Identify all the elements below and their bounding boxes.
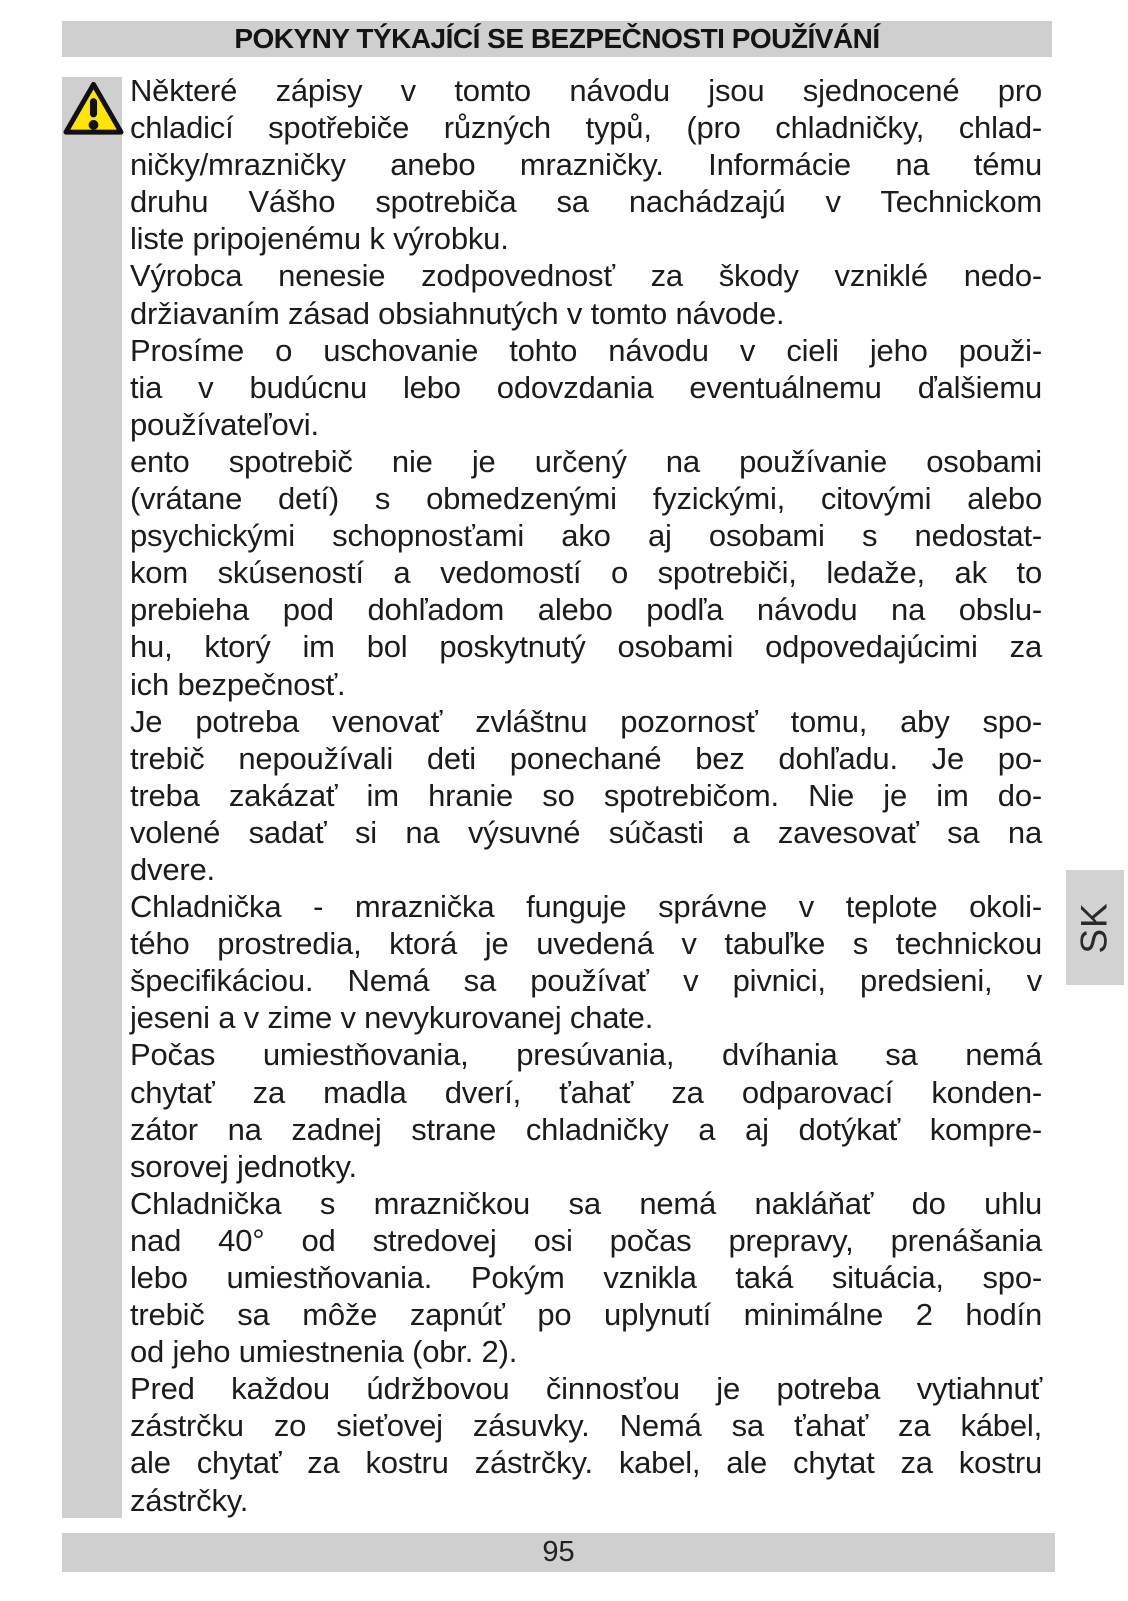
text-line: zátor na zadnej strane chladničky a aj dotýkať kompre- [130,1111,1042,1147]
body-text [130,72,1042,1519]
text-line: chladicí spotřebiče různých typů, (pro chladničky, chlad- [130,110,1042,146]
text-line: zástrčky. [130,1482,249,1518]
text-line: Výrobca nenesie zodpovednosť za škody vzniklé nedo- [130,258,1042,294]
text-line: zástrčku zo sieťovej zásuvky. Nemá sa ťahať za kábel, [130,1408,1042,1444]
text-line: špecifikáciou. Nemá sa používať v pivnici, predsieni, v [130,963,1042,999]
text-line: ento spotrebič nie je určený na používanie osobami [130,443,1042,479]
text-line: Chladnička s mrazničkou sa nemá nakláňať do uhlu [130,1185,1042,1221]
text-line: Chladnička - mraznička funguje správne v teplote okoli- [130,889,1042,925]
text-line: Pred každou údržbovou činnosťou je potreba vytiahnuť [130,1371,1042,1407]
text-line: nad 40° od stredovej osi počas prepravy, prenášania [130,1222,1042,1258]
text-line: hu, ktorý im bol poskytnutý osobami odpovedajúcimi za [130,629,1042,665]
text-line: psychickými schopnosťami ako aj osobami s nedostat- [130,518,1042,554]
text-line: kom skúseností a vedomostí o spotrebiči, ledaže, ak to [130,555,1042,591]
text-line: používateľovi. [130,406,319,442]
text-line: chytať za madla dverí, ťahať za odparovací konden- [130,1074,1042,1110]
page-number: 95 [542,1536,575,1568]
text-line: liste pripojenému k výrobku. [130,221,509,257]
text-line: Některé zápisy v tomto návodu jsou sjednocené pro [130,73,1042,108]
text-line: (vrátane detí) s obmedzenými fyzickými, citovými alebo [130,481,1042,517]
text-line: Počas umiestňovania, presúvania, dvíhania sa nemá [130,1037,1042,1073]
text-line: dvere. [130,851,215,887]
text-line: prebieha pod dohľadom alebo podľa návodu na obslu- [130,592,1042,628]
text-line: sorovej jednotky. [130,1148,357,1184]
text-line: treba zakázať im hranie so spotrebičom. Nie je im do- [130,777,1042,813]
footer-bar [62,1533,1055,1572]
left-margin-bar [62,77,122,1518]
warning-triangle-icon [62,78,125,139]
section-header-bar [62,21,1052,57]
text-line: tia v budúcnu lebo odovzdania eventuálnemu ďalšiemu [130,369,1042,405]
text-line: druhu Vášho spotrebiča sa nachádzajú v Technickom [130,184,1042,220]
text-line: ich bezpečnosť. [130,666,346,702]
text-line: volené sadať si na výsuvné súčasti a zavesovať sa na [130,814,1042,850]
text-line: držiavaním zásad obsiahnutých v tomto návode. [130,295,785,331]
text-line: trebič sa môže zapnúť po uplynutí minimálne 2 hodín [130,1297,1042,1333]
text-line: ale chytať za kostru zástrčky. kabel, ale chytat za kostru [130,1445,1042,1481]
text-line: tého prostredia, ktorá je uvedená v tabuľke s technickou [130,926,1042,962]
page-title: POKYNY TÝKAJÍCÍ SE BEZPEČNOSTI POUŽÍVÁNÍ [234,23,880,54]
text-line: lebo umiestňovania. Pokým vznikla taká situácia, spo- [130,1260,1042,1295]
text-line: od jeho umiestnenia (obr. 2). [130,1334,518,1370]
language-tab-sk [1066,870,1124,985]
text-line: Je potreba venovať zvláštnu pozornosť tomu, aby spo- [130,703,1042,739]
language-tab-label: SK [1073,901,1115,954]
text-line: trebič nepoužívali deti ponechané bez dohľadu. Je po- [130,740,1042,776]
text-line: ničky/mrazničky anebo mrazničky. Informácie na tému [130,147,1042,183]
text-line: Prosíme o uschovanie tohto návodu v cieli jeho použi- [130,332,1042,368]
text-line: jeseni a v zime v nevykurovanej chate. [130,1000,654,1036]
